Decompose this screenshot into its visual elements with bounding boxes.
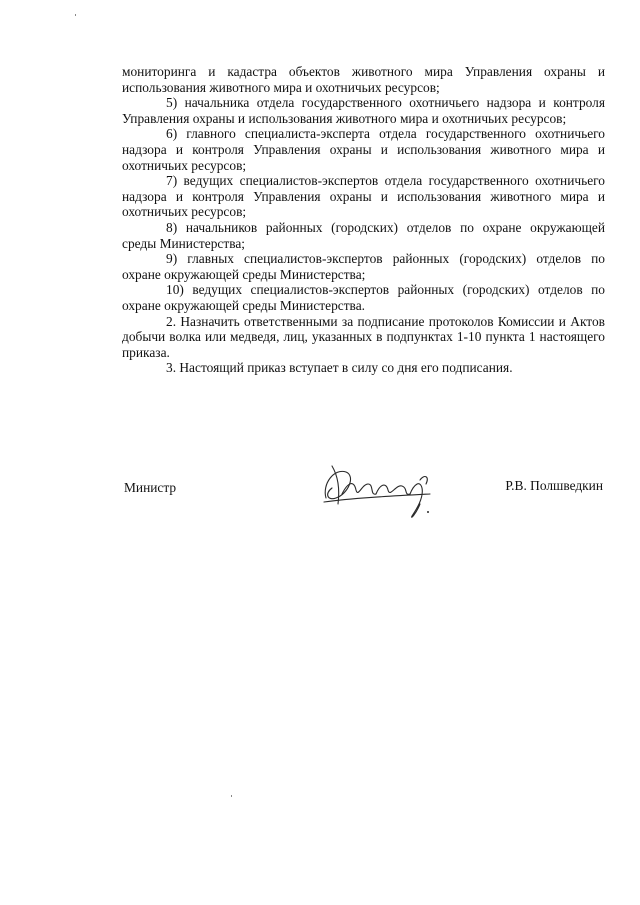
paragraph: 8) начальников районных (городских) отделов по охране окружающей среды Министерства; [122,219,605,251]
paragraph: 6) главного специалиста-эксперта отдела государственного охотничьего надзора и контроля Управления охраны и использования животного мира и охотничьих ресурсов; [122,126,605,173]
handwritten-signature [312,454,442,524]
paragraph: 3. Настоящий приказ вступает в силу со дня его подписания. [166,360,513,376]
paragraph: 7) ведущих специалистов-экспертов отдела государственного охотничьего надзора и контроля Управления охраны и использования животного мира и охотничьих ресурсов; [122,173,605,220]
document-body [122,64,605,376]
signature-block [122,474,605,534]
paragraph: 10) ведущих специалистов-экспертов районных (городских) отделов по охране окружающей среды Министерства. [122,282,605,313]
signatory-name: Р.В. Полшведкин [505,478,603,493]
signatory-title: Министр [124,480,177,495]
paragraph: 5) начальника отдела государственного охотничьего надзора и контроля Управления охраны и использования животного мира и охотничьих ресурсов; [122,95,605,126]
scan-speck [75,14,76,16]
paragraph: 9) главных специалистов-экспертов районных (городских) отделов по охране окружающей среды Министерства; [122,251,605,282]
scan-speck [231,795,232,797]
paragraph: мониторинга и кадастра объектов животного мира Управления охраны и использования животного мира и охотничьих ресурсов; [122,64,605,95]
paragraph: 2. Назначить ответственными за подписание протоколов Комиссии и Актов добычи волка или медведя, лиц, указанных в подпунктах 1-10 пункта 1 настоящего приказа. [122,313,605,360]
